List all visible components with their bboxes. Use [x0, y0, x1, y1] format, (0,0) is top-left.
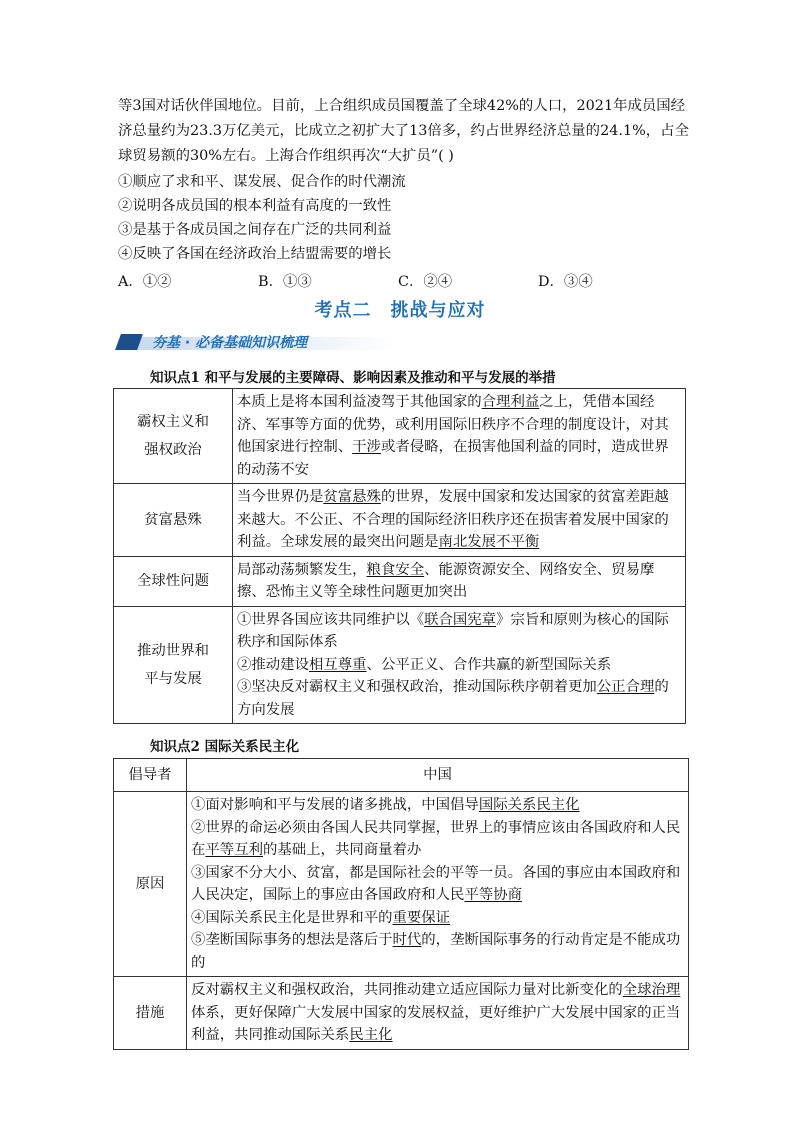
knowledge-point-2-table: [113, 758, 689, 1050]
question-stem: [118, 94, 703, 169]
row-content: [233, 556, 686, 606]
underlined-keyword: 相互尊重: [308, 656, 367, 673]
option-1: ①顺应了求和平、谋发展、促合作的时代潮流: [118, 174, 406, 190]
underlined-keyword: 干涉: [352, 439, 381, 455]
knowledge-point-1-table: [113, 388, 686, 724]
underlined-keyword: 全球治理: [622, 982, 681, 998]
stem-line: 等3国对话伙伴国地位。目前，上合组织成员国覆盖了全球42%的人口，2021年成员国经: [118, 98, 686, 114]
header-label: 倡导者: [114, 759, 187, 792]
label-line: 平与发展: [144, 670, 202, 687]
text: 之上，凭借本国经济、军事等方面的优势，或利用国际旧秩序不合理的制度设计，对其他国家进行控制、: [237, 394, 669, 455]
answer-a[interactable]: A．①②: [118, 274, 172, 290]
row-content: [233, 484, 686, 557]
text: ③国家不分大小、贫富，都是国际社会的平等一员。各国的事应由本国政府和人民决定，国际上的事应由各国政府和人民: [191, 864, 681, 903]
underlined-keyword: 贫富悬殊: [323, 489, 381, 505]
stem-line: 球贸易额的30%左右。上海合作组织再次“大扩员”( ): [118, 148, 454, 164]
underlined-keyword: 时代: [392, 932, 422, 948]
question-options: [118, 170, 703, 266]
text: 局部动荡频繁发生，: [237, 561, 367, 578]
reason-item: [191, 794, 684, 817]
banner-text: 夯基 · 必备基础知识梳理: [152, 335, 308, 351]
text: 的基础上，共同商量着办: [262, 842, 422, 858]
option-2: ②说明各成员国的根本利益有高度的一致性: [118, 198, 392, 214]
table-row: [114, 389, 686, 484]
answer-c[interactable]: C．②④: [398, 274, 453, 290]
row-content: [233, 389, 686, 484]
underlined-keyword: 公正合理: [596, 679, 655, 695]
underlined-keyword: 粮食安全: [366, 561, 425, 578]
underlined-keyword: 南北发展不平衡: [438, 534, 540, 550]
underlined-keyword: 平等互利: [205, 842, 263, 858]
text: 、公平正义、合作共赢的新型国际关系: [366, 656, 612, 673]
reason-item: [191, 907, 684, 930]
table-row: [114, 556, 686, 606]
underlined-keyword: 合理利益: [481, 394, 540, 410]
text: 、能源资源安全、网络安全、贸易摩擦、恐怖主义等全球性问题更加突出: [237, 561, 655, 600]
text: 的方向发展: [237, 679, 669, 718]
header-value: 中国: [187, 759, 689, 792]
text: 反对霸权主义和强权政治，共同推动建立适应国际力量对比新变化的: [191, 982, 623, 998]
label-line: 推动世界和: [137, 642, 209, 659]
label-line: 强权政治: [144, 442, 202, 458]
text: ⑤垄断国际事务的想法是落后于: [191, 932, 393, 948]
underlined-keyword: 平等协商: [464, 887, 523, 903]
underlined-keyword: 联合国宪章: [424, 611, 497, 628]
measure-item: [237, 676, 681, 721]
answer-choices: [118, 270, 718, 292]
underlined-keyword: 民主化: [349, 1027, 393, 1043]
row-label: 措施: [114, 977, 187, 1050]
row-label: 原因: [114, 792, 187, 977]
table-row: [114, 977, 689, 1050]
measure-item: [237, 609, 681, 654]
knowledge-point-1-title: 知识点1 和平与发展的主要障碍、影响因素及推动和平与发展的举措: [150, 370, 556, 386]
underlined-keyword: 重要保证: [392, 909, 451, 926]
text: 或者侵略，在损害他国利益的同时，造成世界的动荡不安: [237, 439, 669, 478]
measure-item: [237, 654, 681, 677]
reason-item: [191, 817, 684, 862]
text: 当今世界仍是: [237, 489, 324, 505]
table-row: [114, 792, 689, 977]
knowledge-point-2-title: 知识点2 国际关系民主化: [150, 739, 300, 755]
table-row: [114, 484, 686, 557]
section-title: 考点二 挑战与应对: [314, 300, 486, 321]
text: ①面对影响和平与发展的诸多挑战，中国倡导: [191, 797, 479, 813]
label-line: 霸权主义和: [137, 414, 209, 430]
section-banner: [118, 329, 398, 355]
text: 的，垄断国际事务的行动肯定是不能成功的: [191, 932, 681, 971]
row-content: [187, 977, 689, 1050]
row-label: 全球性问题: [114, 556, 233, 606]
text: ③坚决反对霸权主义和强权政治，推动国际秩序朝着更加: [237, 679, 597, 695]
option-4: ④反映了各国在经济政治上结盟需要的增长: [118, 246, 392, 262]
text: 本质上是将本国利益凌驾于其他国家的: [237, 394, 482, 410]
answer-d[interactable]: D．③④: [538, 274, 593, 290]
row-label: [114, 389, 233, 484]
answer-b[interactable]: B．①③: [258, 274, 312, 290]
row-content: [187, 792, 689, 977]
row-label: [114, 606, 233, 724]
stem-line: 济总量约为23.3万亿美元，比成立之初扩大了13倍多，约占世界经济总量的24.1%，占全: [118, 123, 689, 139]
text: 》宗旨和原则为核心的国际秩序和国际体系: [237, 611, 669, 650]
text: ②世界的命运必须由各国人民共同掌握，世界上的事情应该由各国政府和人民在: [191, 819, 681, 858]
text: 的世界，发展中国家和发达国家的贫富差距越来越大。不公正、不合理的国际经济旧秩序还在损害着发展中国家的利益。全球发展的最突出问题是: [237, 489, 669, 550]
text: 体系，更好保障广大发展中国家的发展权益，更好维护广大发展中国家的正当利益，共同推动国际关系: [191, 1004, 681, 1043]
reason-item: [191, 862, 684, 907]
text: ②推动建设: [237, 656, 309, 673]
underlined-keyword: 国际关系民主化: [478, 797, 580, 813]
reason-item: [191, 929, 684, 974]
text: ④国际关系民主化是世界和平的: [191, 909, 393, 926]
table-row: [114, 606, 686, 724]
table-header-row: [114, 759, 689, 792]
row-label: 贫富悬殊: [114, 484, 233, 557]
text: ①世界各国应该共同维护以《: [237, 611, 425, 628]
option-3: ③是基于各成员国之间存在广泛的共同利益: [118, 222, 392, 238]
row-content: [233, 606, 686, 724]
